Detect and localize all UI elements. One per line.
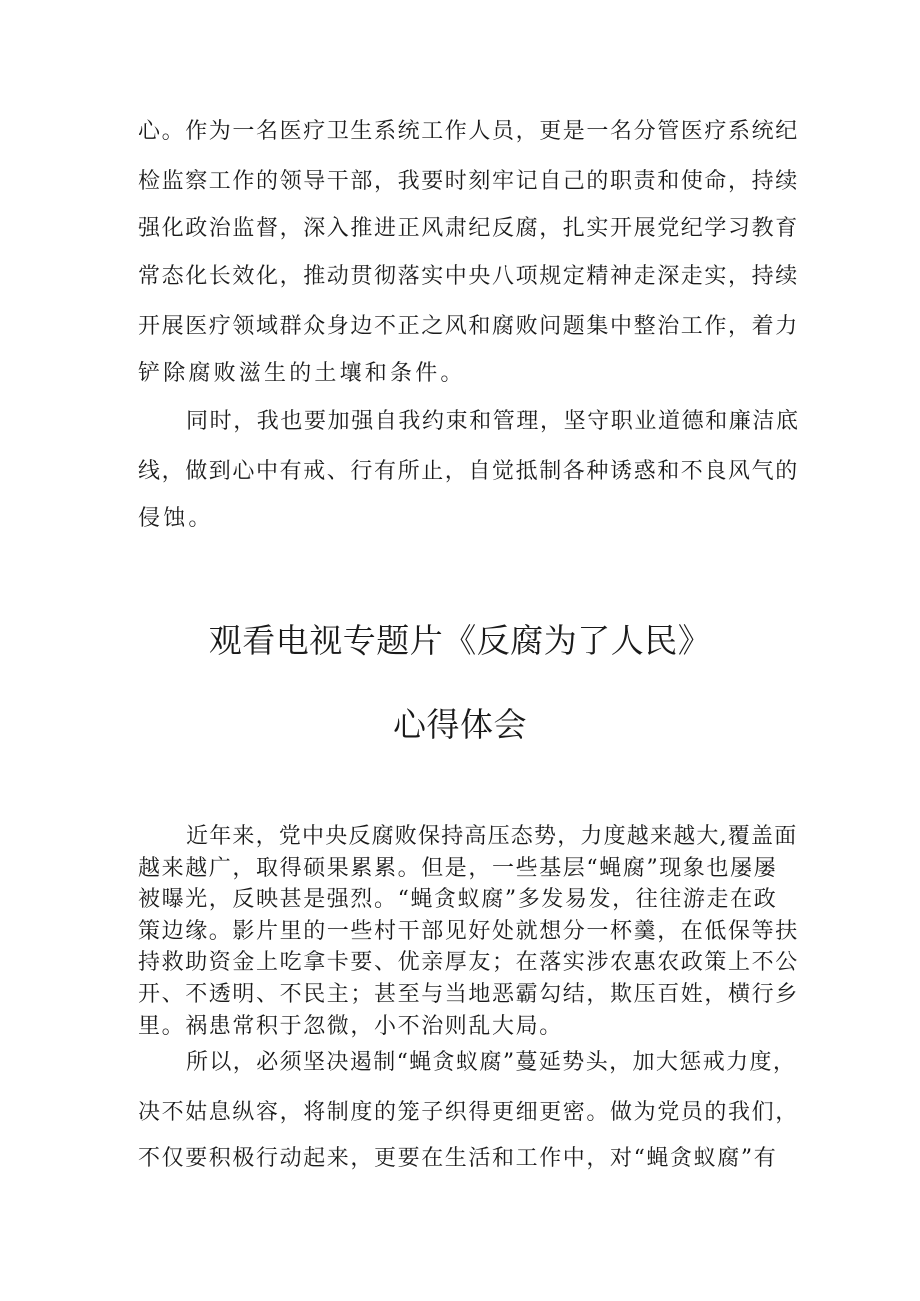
document-subtitle: 心得体会 xyxy=(393,705,527,744)
paragraph-line: 所以，必须坚决遏制“蝇贪蚁腐”蔓延势头，加大惩戒力度， xyxy=(186,1050,797,1075)
paragraph-line: 里。祸患常积于忽微，小不治则乱大局。 xyxy=(138,1014,563,1039)
paragraph-line: 开展医疗领域群众身边不正之风和腐败问题集中整治工作，着力 xyxy=(138,314,799,339)
paragraph-line: 决不姑息纵容，将制度的笼子织得更细更密。做为党员的我们， xyxy=(138,1100,799,1125)
paragraph-line: 近年来，党中央反腐败保持高压态势，力度越来越大,覆盖面 xyxy=(186,824,798,849)
paragraph-line: 同时，我也要加强自我约束和管理，坚守职业道德和廉洁底 xyxy=(186,409,800,434)
paragraph-line: 不仅要积极行动起来，更要在生活和工作中，对“蝇贪蚁腐”有 xyxy=(138,1146,778,1171)
paragraph-line: 强化政治监督，深入推进正风肃纪反腐，扎实开展党纪学习教育 xyxy=(138,216,799,241)
paragraph-line: 越来越广，取得硕果累累。但是，一些基层“蝇腐”现象也屡屡 xyxy=(138,856,778,881)
paragraph-line: 线，做到心中有戒、行有所止，自觉抵制各种诱惑和不良风气的 xyxy=(138,459,799,484)
paragraph-line: 常态化长效化，推动贯彻落实中央八项规定精神走深走实，持续 xyxy=(138,264,799,289)
paragraph-line: 被曝光，反映甚是强烈。“蝇贪蚁腐”多发易发，往往游走在政 xyxy=(138,887,778,912)
paragraph-line: 心。作为一名医疗卫生系统工作人员，更是一名分管医疗系统纪 xyxy=(138,119,799,144)
document-title: 观看电视专题片《反腐为了人民》 xyxy=(208,621,712,660)
paragraph-line: 策边缘。影片里的一些村干部见好处就想分一杯羹，在低保等扶 xyxy=(138,919,799,944)
paragraph-line: 开、不透明、不民主；甚至与当地恶霸勾结，欺压百姓，横行乡 xyxy=(138,982,799,1007)
paragraph-line: 铲除腐败滋生的土壤和条件。 xyxy=(138,361,466,386)
paragraph-line: 检监察工作的领导干部，我要时刻牢记自己的职责和使命，持续 xyxy=(138,169,799,194)
paragraph-line: 侵蚀。 xyxy=(138,506,214,531)
paragraph-line: 持救助资金上吃拿卡要、优亲厚友；在落实涉农惠农政策上不公 xyxy=(138,950,799,975)
